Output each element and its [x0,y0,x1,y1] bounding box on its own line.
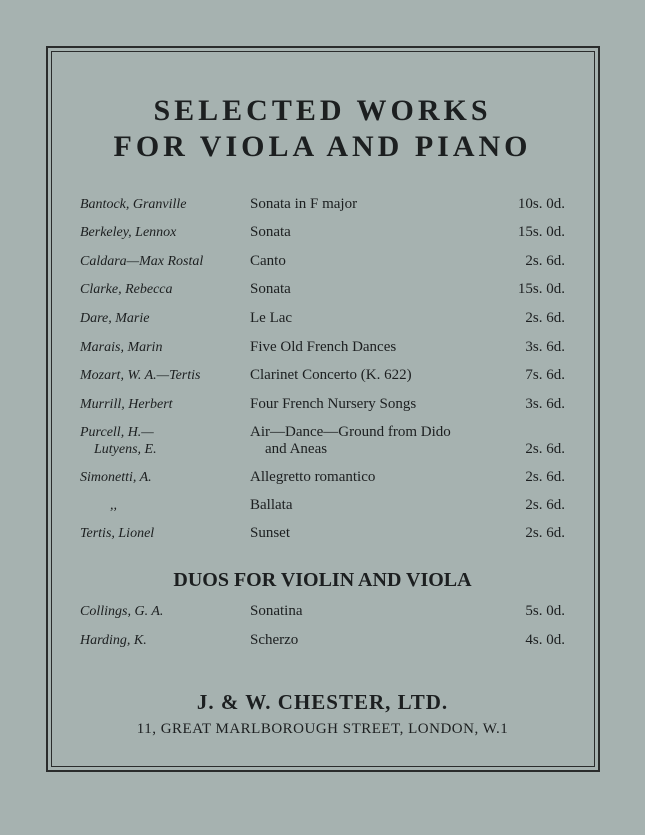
list-item [80,281,565,305]
list-item [80,196,565,220]
list-item [80,424,565,464]
work-title: Ballata [250,497,293,513]
price: 2s. 6d. [525,497,565,513]
composer-name: Caldara—Max Rostal [80,254,204,269]
list-item [80,525,565,549]
list-item [80,632,565,656]
price: 3s. 6d. [525,339,565,355]
price: 15s. 0d. [517,281,565,297]
publisher-name: J. & W. CHESTER, LTD. [196,690,449,714]
list-item [80,339,565,363]
price: 10s. 0d. [517,196,565,212]
work-title: Sonata [250,224,291,240]
page-title-line2: FOR VIOLA AND PIANO [113,130,532,163]
list-item [80,396,565,420]
work-title: Sonatina [250,603,303,619]
work-title: Clarinet Concerto (K. 622) [250,367,412,383]
composer-name: Berkeley, Lennox [80,225,177,240]
composer-name: Murrill, Herbert [80,397,173,412]
price: 4s. 0d. [525,632,565,648]
work-title: Four French Nursery Songs [250,396,417,412]
composer-name: Harding, K. [80,633,147,648]
price: 2s. 6d. [525,310,565,326]
work-title: Le Lac [250,310,293,326]
price: 2s. 6d. [525,253,565,269]
work-title: Canto [250,253,286,269]
price: 2s. 6d. [525,469,565,485]
price: 5s. 0d. [525,603,565,619]
list-item [80,224,565,248]
composer-name: Dare, Marie [80,311,150,326]
composer-name: Simonetti, A. [80,470,152,485]
work-title: Allegretto romantico [250,469,376,485]
price: 2s. 6d. [525,525,565,541]
page-title-line1: SELECTED WORKS [153,94,492,127]
composer-name: Collings, G. A. [80,604,164,619]
composer-name: Purcell, H.— Lutyens, E. [80,425,157,457]
composer-name: Mozart, W. A.—Tertis [80,368,201,383]
price: 2s. 6d. [525,441,565,457]
composer-name: Tertis, Lionel [80,526,155,541]
work-title: Five Old French Dances [250,339,397,355]
list-item [80,310,565,334]
composer-name: Clarke, Rebecca [80,282,173,297]
price: 15s. 0d. [517,224,565,240]
work-title: Sunset [250,525,291,541]
ditto-mark: ,, [110,498,117,513]
list-item [80,603,565,627]
composer-name: Bantock, Granville [80,197,187,212]
duos-heading: DUOS FOR VIOLIN AND VIOLA [173,569,472,591]
price: 3s. 6d. [525,396,565,412]
list-item [80,497,565,521]
composer-name: Marais, Marin [80,340,163,355]
list-item [80,367,565,391]
list-item [80,253,565,277]
work-title: Sonata in F major [250,196,358,212]
work-title: Air—Dance—Ground from Dido and Aneas [250,424,451,457]
price: 7s. 6d. [525,367,565,383]
work-title: Scherzo [250,632,299,648]
work-title: Sonata [250,281,291,297]
list-item [80,469,565,493]
publisher-address: 11, GREAT MARLBOROUGH STREET, LONDON, W.1 [136,721,509,737]
